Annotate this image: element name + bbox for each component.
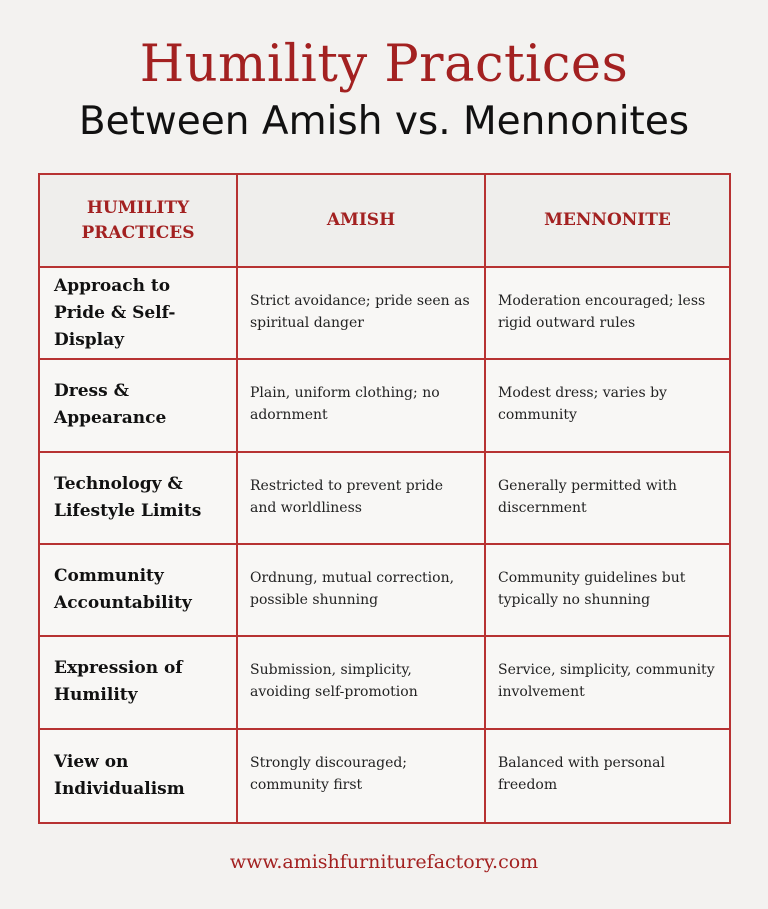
page-subtitle: Between Amish vs. Mennonites <box>78 99 690 144</box>
header-cell-practices: HUMILITY PRACTICES <box>40 175 238 268</box>
footer-url: www.amishfurniturefactory.com <box>229 851 539 873</box>
mennonite-cell: Balanced with personal freedom <box>498 754 665 793</box>
amish-cell: Submission, simplicity, avoiding self-promotion <box>238 637 486 729</box>
mennonite-cell: Service, simplicity, community involvement <box>486 637 729 729</box>
page-title: Humility Practices <box>139 35 629 94</box>
mennonite-cell: Community guidelines but typically no shunning <box>486 545 729 637</box>
row-label: View on Individualism <box>40 730 238 822</box>
amish-cell: Restricted to prevent pride and worldliness <box>238 453 486 545</box>
header-cell-amish: AMISH <box>238 175 486 268</box>
row-label: Community Accountability <box>40 545 238 637</box>
row-label: Technology & Lifestyle Limits <box>40 453 238 545</box>
row-label: Expression of Humility <box>40 637 238 729</box>
mennonite-cell: Generally permitted with discernment <box>486 453 729 545</box>
comparison-table <box>38 173 731 824</box>
amish-cell: Ordnung, mutual correction, possible shunning <box>238 545 486 637</box>
amish-cell: Strict avoidance; pride seen as spiritual danger <box>238 268 486 360</box>
amish-cell: Strongly discouraged; community first <box>238 730 486 822</box>
mennonite-cell: Moderation encouraged; less rigid outward rules <box>486 268 729 360</box>
row-label: Approach to Pride & Self-Display <box>40 268 238 360</box>
mennonite-cell: Modest dress; varies by community <box>486 360 729 452</box>
row-label: Dress & Appearance <box>40 360 238 452</box>
header-cell-mennonite: MENNONITE <box>486 175 729 268</box>
amish-cell: Plain, uniform clothing; no adornment <box>238 360 486 452</box>
